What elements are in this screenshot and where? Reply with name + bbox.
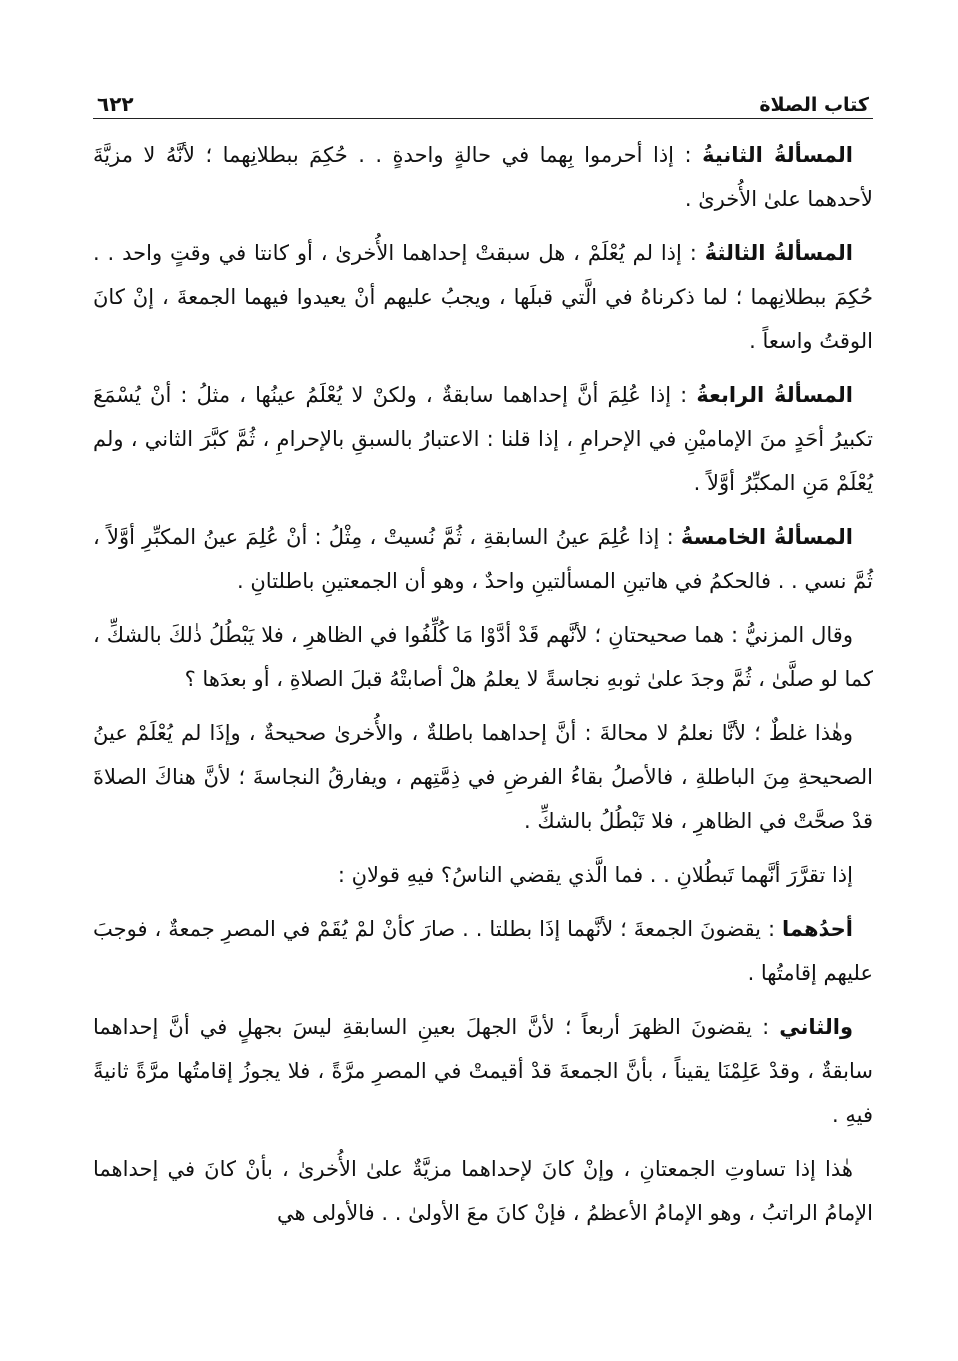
paragraph-text: : إذا عُلِمَ أنَّ إحداهما سابقةٌ ، ولكنْ لا يُعْلَمُ عينُها ، مثلُ : أنْ يُسْمَعَ تكبيرُ أحَدٍ منَ الإماميْنِ في الإحرامِ ، إذا قلنا : الاعتبارُ بالسبقِ بالإحرامِ ، ثُمَّ كبَّرَ الثاني ، ولم يُعْلَمْ مَنِ المكبِّرُ أوَّلاً .	[93, 383, 873, 495]
paragraph-second-view	[93, 1005, 873, 1137]
paragraph-text: وقال المزنيُّ : هما صحيحتانِ ؛ لأنَّهم قَدْ أدَّوْا مَا كُلِّفُوا في الظاهرِ ، فلا يَبْطُلُ ذٰلكَ بالشكِّ ، كما لو صلَّىٰ ، ثُمَّ وجدَ علىٰ ثوبهِ نجاسةً لا يعلمُ هلْ أصابتْهُ قبلَ الصلاةِ ، أو بعدَها ؟	[93, 623, 873, 691]
paragraph-first-view	[93, 907, 873, 995]
paragraph-rebuttal	[93, 711, 873, 843]
paragraph-lead: المسألةُ الخامسةُ	[680, 525, 853, 549]
paragraph-masala-2	[93, 133, 873, 221]
paragraph-lead: والثاني	[779, 1015, 853, 1039]
paragraph-muzani	[93, 613, 873, 701]
header-rule	[93, 118, 873, 119]
paragraph-text: : يقضونَ الجمعةَ ؛ لأنَّهما إذَا بطلتا . . صارَ كأنْ لمْ يُقَمْ في المصرِ جمعةٌ ، فوجبَ عليهم إقامتُها .	[93, 917, 873, 985]
paragraph-text: هٰذا إذا تساوتِ الجمعتانِ ، وإنْ كانَ لإحداهما مزيَّةٌ علىٰ الأُخرىٰ ، بأنْ كانَ في إحداهما الإمامُ الراتبُ ، وهو الإمامُ الأعظمُ ، فإنْ كانَ معَ الأولىٰ . . فالأولى هي	[93, 1157, 873, 1225]
paragraph-lead: أحدُهما	[782, 917, 853, 941]
paragraph-lead: المسألةُ الثانيةُ	[702, 143, 853, 167]
paragraph-masala-3	[93, 231, 873, 363]
paragraph-lead: المسألةُ الرابعةُ	[696, 383, 853, 407]
paragraph-text: : إذا عُلِمَ عينُ السابقةِ ، ثُمَّ نُسيتْ ، مِثْلُ : أنْ عُلِمَ عينُ المكبِّرِ أوَّلاً ، ثُمَّ نسي . . فالحكمُ في هاتينِ المسألتينِ واحدٌ ، وهو أن الجمعتينِ باطلتانِ .	[93, 525, 873, 593]
paragraph-lead: المسألةُ الثالثةُ	[704, 241, 853, 265]
paragraph-two-views	[93, 853, 873, 897]
paragraph-text: : إذا لم يُعْلَمْ ، هل سبقتْ إحداهما الأُخرىٰ ، أو كانتا في وقتٍ واحد . . حُكِمَ ببطلانِهما ؛ لما ذكرناهُ في الَّتي قبلَها ، ويجبُ عليهم أنْ يعيدوا فيهما الجمعةَ ، إنْ كانَ الوقتُ واسعاً .	[93, 241, 873, 353]
paragraph-text: : إذا أحرموا بِهما في حالةٍ واحدةٍ . . حُكِمَ ببطلانِهما ؛ لأنَّهُ لا مزيَّةَ لأحدهما علىٰ الأُخرىٰ .	[93, 143, 873, 211]
book-page	[93, 82, 873, 1245]
paragraph-text: : يقضونَ الظهرَ أربعاً ؛ لأنَّ الجهلَ بعينِ السابقةِ ليسَ بجهلٍ في أنَّ إحداهما سابقةٌ ، وقدْ عَلِمْنَا يقيناً ، بأنَّ الجمعةَ قدْ أقيمتْ في المصرِ مرَّةً ، فلا يجوزُ إقامتُها مرَّةً ثانيةً فيهِ .	[93, 1015, 873, 1127]
chapter-title: كتاب الصلاة	[759, 94, 869, 116]
paragraph-masala-4	[93, 373, 873, 505]
paragraph-equal-jumuah	[93, 1147, 873, 1235]
paragraph-masala-5	[93, 515, 873, 603]
page-body	[93, 133, 873, 1235]
paragraph-text: وهٰذا غلطٌ ؛ لأنَّا نعلمُ لا محالةَ : أنَّ إحداهما باطلةٌ ، والأُخرىٰ صحيحةٌ ، وإذَا لم يُعْلَمْ عينُ الصحيحةِ مِنَ الباطلةِ ، فالأصلُ بقاءُ الفرضِ في ذِمَّتِهم ، ويفارقُ النجاسةَ ؛ لأنَّ هناكَ الصلاةَ قدْ صحَّتْ في الظاهرِ ، فلا تَبْطُلُ بالشكِّ .	[93, 721, 873, 833]
paragraph-text: إذا تقرَّرَ أنَّهما تَبطُلانِ . . فما الَّذي يقضي الناسُ؟ فيهِ قولانِ :	[337, 863, 853, 887]
page-number: ٦٢٢	[97, 92, 134, 116]
running-header	[93, 82, 873, 116]
